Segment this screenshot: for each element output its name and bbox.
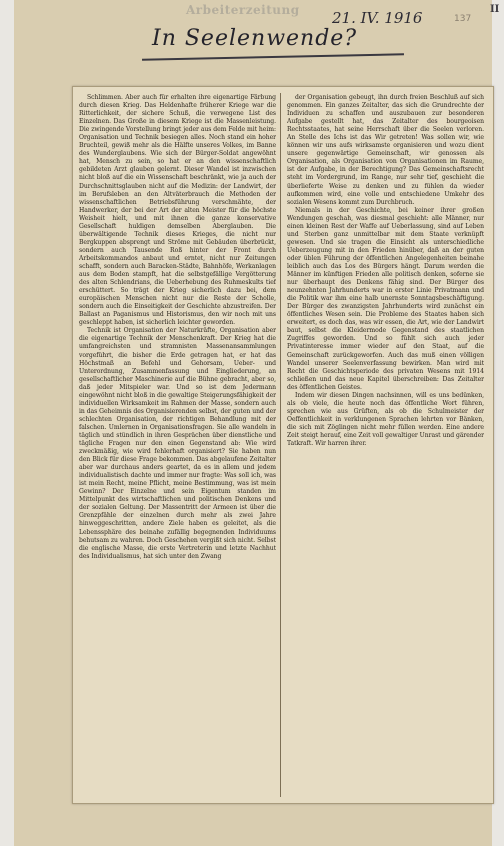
handwritten-date: 21. IV. 1916 — [332, 9, 423, 27]
left-column — [79, 94, 276, 794]
column-divider — [280, 93, 281, 797]
right-paragraph-3: Indem wir diesen Dingen nachsinnen, will es uns bedünken, als ob viele, die heute noch das öffentliche Wort führen, sprechen wie aus Grüften, als ob die Schulmeister der Oeffentlichkeit in verklungenen Sprachen lehrten vor Bänken, die sich mit Zöglingen nicht mehr füllen werden. Eine andere Zeit steigt herauf, eine Zeit voll gewaltiger Unrast und gärender Tatkraft. Wir harren ihrer. — [287, 391, 484, 448]
newspaper-clipping — [72, 86, 494, 804]
corner-mark: II — [490, 4, 500, 15]
handwritten-heading: In Seelenwende? — [152, 26, 358, 51]
right-paragraph-2: Niemals in der Geschichte, bei keiner ihrer großen Wendungen geschah, was diesmal geschieht: alle Männer, nur einen kleinen Rest der Waffe auf Ueberlassung, sind auf Leben und Sterben ganz unmittelbar mit dem Staate verknüpft gewesen. Und sie tragen die Einsicht als unterschiedliche Ueberzeugung mit in den Frieden hinüber, daß an der guten oder üblen Führung der öffentlichen Angelegenheiten beinahe leiblich auch das Los des Bürgers hängt. Darum werden die Männer im künftigen Frieden alle politisch denken, soferne sie nur überhaupt des Denkens fähig sind. Der Bürger des neunzehnten Jahrhunderts war in erster Linie Privatmann und die Politik war ihm eine halb unernste Sonntagsbeschäftigung. Der Bürger des zwanzigsten Jahrhunderts wird zunächst ein öffentliches Wesen sein. Die Probleme des Staates haben sich erweitert, es doch das, was wir essen, die Art, wie der Landwirt baut, selbst die Kleidermode Gegenstand des staatlichen Zugriffes geworden. Und so fühlt sich auch jeder Privatinteresse immer wieder auf den Staat, auf die Gemeinschaft zurückgeworfen. Auch das muß einen völligen Wandel unserer Seelenverfassung bewirken. Man wird mit Recht die Geschichtsperiode des privaten Wesens mit 1914 schließen und das neue Kapitel überschreiben: Das Zeitalter des öffentlichen Geistes. — [287, 206, 484, 391]
right-column — [287, 94, 484, 794]
left-paragraph-1: Schlimmen. Aber auch für erhalten ihre eigenartige Färbung durch diesen Krieg. Das Heldenhafte früherer Kriege war die Ritterlichkeit, der sichere Schuß, die verwegene List des Einzelnen. Das Große in diesem Kriege ist die Massenleistung. Die zwingende Vorstellung bringt jeder aus dem Felde mit heim: Organisation und Technik besiegen alles. Noch stand ein hoher Bruchteil, gewiß mehr als die Hälfte unseres Volkes, im Banne des Wunderglaubens. Wie sich der Bürger-Soldat angewöhnt hat, Mensch zu sein, so hat er an den wissenschaftlich gebildeten Arzt glauben gelernt. Dieser Wandel ist inzwischen nicht bloß auf die ein Wissenschaft beschränkt, wie ja auch der Durchschnittsglauben nicht auf die Medizin: der Landwirt, der im Berufsleben an den Altväterbrauch die Methoden der wissenschaftlichen Betriebsführung verschmähte, der Handwerker, der bei der Art der alten Meister für die höchste Weisheit hielt, und mit ihnen die ganze konservative Gesellschaft huldigen demselben Aberglauben. Die überwältigende Technik dieses Krieges, die nicht nur Bergkuppen absprengt und Ströme mit Gebäuden überbrückt, sondern auch Tausende Roß hinter der Front durch Arbeitskommandos anbaut und erntet, nicht nur Zeitungen schafft, sondern auch Baracken-Städte, Bahnhöfe, Werkanlagen aus dem Boden stampft, hat die selbstgefällige Vergötterung des alten Schlendrians, die Ueberhebung des Ruhmeskults tief erschüttert. So trägt der Krieg sicherlich dazu bei, dem europäischen Menschen nicht nur die Reste der Scholle, sondern auch die Einseitigkeit der Geschichte abzustreifen. Der Ballast an Paganismus und Historismus, den wir noch mit uns geschleppt haben, ist sicherlich leichter geworden. — [79, 94, 276, 327]
left-paragraph-2: Technik ist Organisation der Naturkräfte, Organisation aber die eigenartige Technik der Menschenkraft. Der Krieg hat die umfangreichsten und stramnisten Massenansammlungen vorgeführt, die bisher die Erde getragen hat, er hat das Höchstmaß an Befehl und Gehorsam, Ueber- und Unterordnung, Zusammenfassung und Eingliederung, an gesellschaftlicher Maschinerie auf die Bühne gebracht, aber so, daß jeder Mitspieler war. Und so ist dem Jedermann eingewöhnt nicht bloß in die gewaltige Steigerungsfähigkeit der individuellen Wirksamkeit im Rahmen der Masse, sondern auch in das Geheimnis des Organisierenden selbst, der guten und der schlechten Organisation, der richtigen Behandlung mit der falschen. Umlernen in Organisationsfragen. Sie alle wandeln in täglich und stündlich in ihren Gesprächen über dienstliche und tägliche Fragen nur den einen Gegenstand ab: Wie wird zweckmäßig, wie wird fehlerhaft organisiert? Sie haben nun den Blick für diese Frage bekommen. Das abgelaufene Zeitalter aber war durchaus anders geartet, da es in allem und jedem individualistisch dachte und immer nur fragte: Was soll ich, was ist mein Recht, meine Pflicht, meine Bestimmung, was ist mein Gewinn? Der Einzelne und sein Eigentum standen im Mittelpunkt des wirtschaftlichen und politischen Denkens und der sozialen Geltung. Der Massentritt der Armeen ist über die Grenzpfähle der einzelnen durch mehr als zwei Jahre hinweggeschritten, andere Ziele haben es geleitet, als die Lebenssphäre des beinahe zufällig begegnenden Individuums behutsam zu wahren. Doch Geschehen vergißt sich nicht. Selbst die englische Masse, die erste Vertreterin und letzte Nachhut des Individualismus, hat sich unter den Zwang — [79, 327, 276, 560]
heading-underline — [142, 53, 404, 60]
archive-sheet — [14, 0, 500, 846]
right-paragraph-1: der Organisation gebeugt, ihn durch freien Beschluß auf sich genommen. Ein ganzes Zeitalter, das sich die Grundrechte der Individuen zu schaffen und auszubauen zur besonderen Aufgabe gestellt hat, das Zeitalter des bourgeoisen Rechtsstaates, hat seine Herrschaft über die Seelen verloren. An Stelle des Ichs ist das Wir getreten! Was sollen wir, wie können wir uns aufs wirksamste organisieren und wozu dient unsere gegenwärtige Gemeinschaft, wir genossen als Organisation, als Organisation von Organisationen im Raume, ist der Aufgabe, in der Berechtigung? Das Gemeinschaftsrecht steht im Vordergrund, im Range, nur sehr tief, geschieht die überlieferte Weise zu denken und zu fühlen da wieder aufkommen wird, eine volle und entschiedene Umkehr des sozialen Wesens kommt zum Durchbruch. — [287, 94, 484, 206]
newspaper-stamp: Arbeiterzeitung — [186, 3, 300, 17]
page-number: 137 — [454, 14, 472, 24]
